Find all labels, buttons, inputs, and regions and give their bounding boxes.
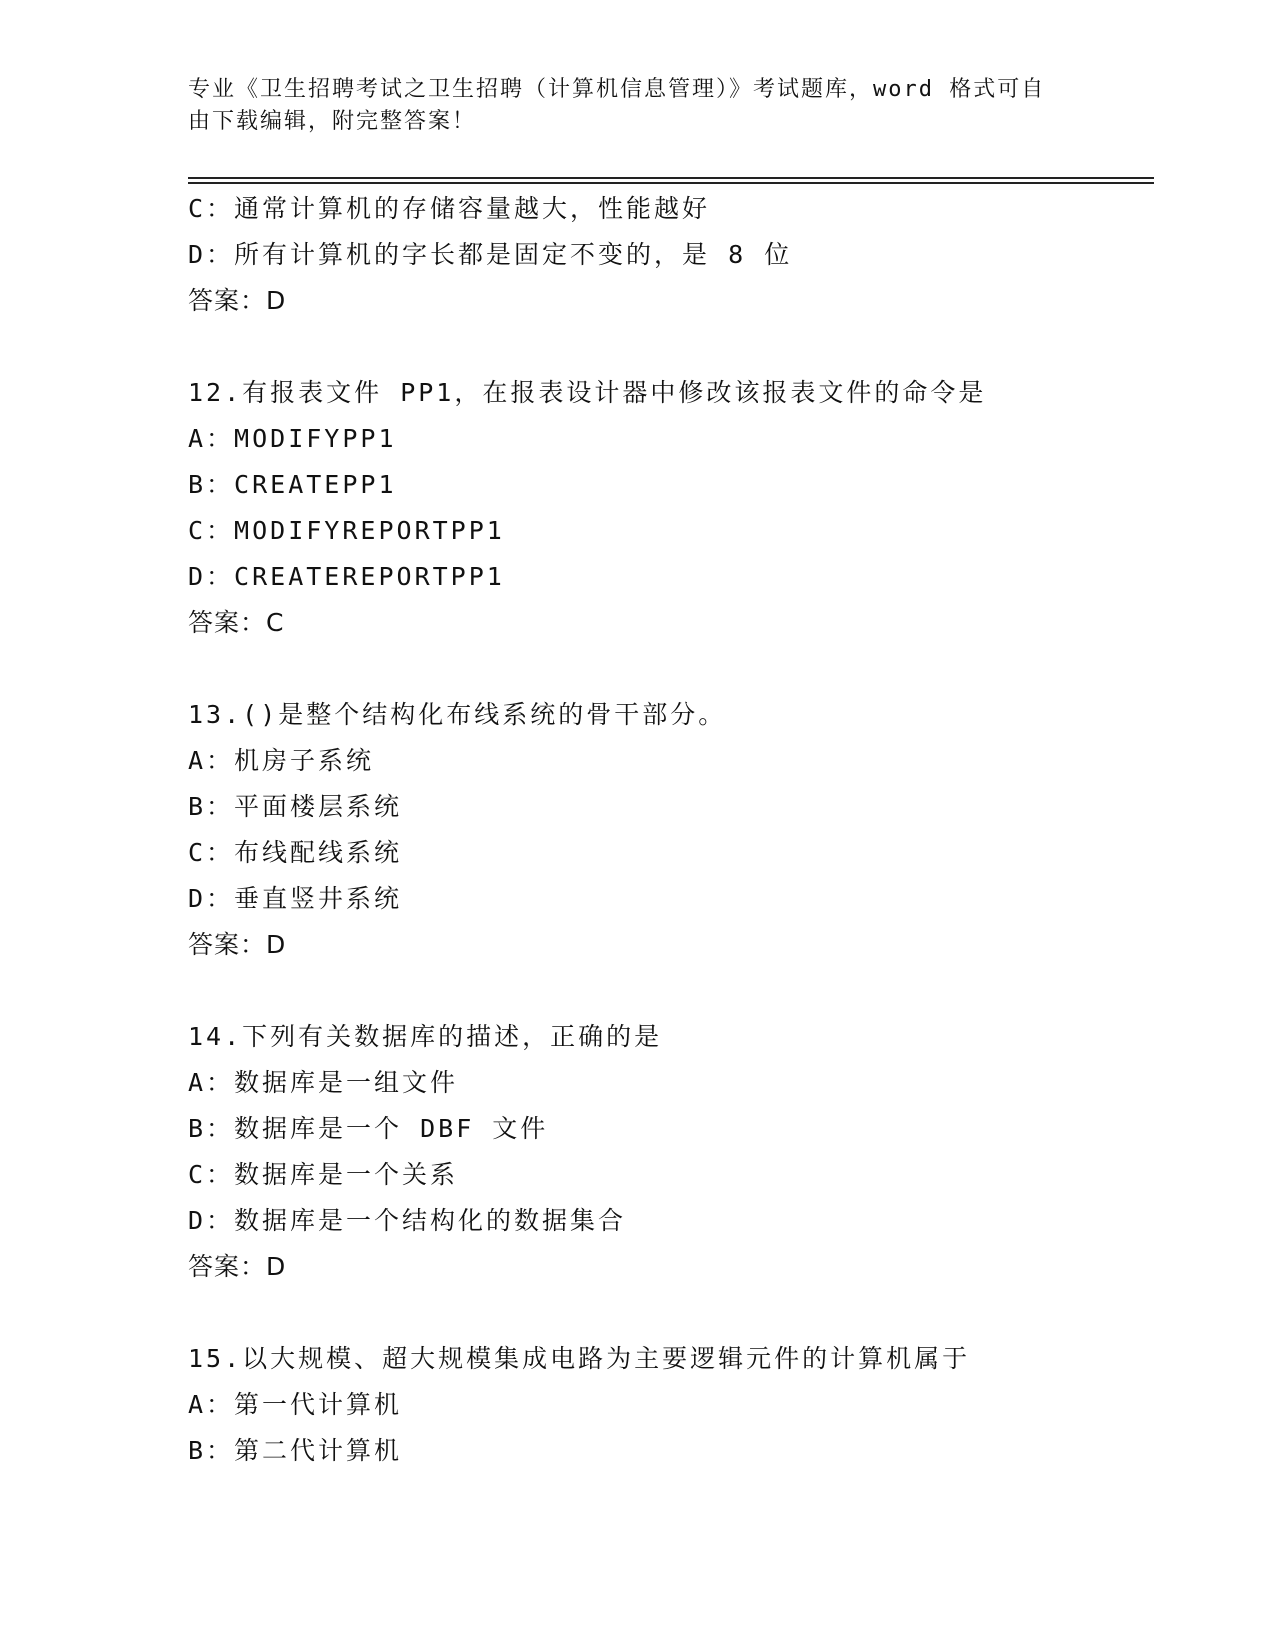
option-b: B：数据库是一个 DBF 文件 bbox=[188, 1114, 549, 1143]
answer: 答案：D bbox=[188, 1252, 287, 1281]
continued-question bbox=[188, 186, 1148, 324]
answer: 答案：D bbox=[188, 286, 287, 315]
option-d: D：CREATEREPORTPP1 bbox=[188, 562, 505, 591]
option-a: A：机房子系统 bbox=[188, 746, 375, 775]
option-a: A：第一代计算机 bbox=[188, 1390, 403, 1419]
question-stem: 12.有报表文件 PP1，在报表设计器中修改该报表文件的命令是 bbox=[188, 378, 987, 407]
option-d: D：数据库是一个结构化的数据集合 bbox=[188, 1206, 627, 1235]
option-c: C：数据库是一个关系 bbox=[188, 1160, 459, 1189]
question-15 bbox=[188, 1336, 1148, 1474]
header-divider-bottom bbox=[188, 182, 1154, 184]
answer: 答案：C bbox=[188, 608, 285, 637]
option-c: C：布线配线系统 bbox=[188, 838, 403, 867]
option-c: C：通常计算机的存储容量越大，性能越好 bbox=[188, 194, 711, 223]
answer: 答案：D bbox=[188, 930, 287, 959]
question-12 bbox=[188, 370, 1148, 646]
option-a: A：数据库是一组文件 bbox=[188, 1068, 459, 1097]
option-a: A：MODIFYPP1 bbox=[188, 424, 397, 453]
header-divider-top bbox=[188, 177, 1154, 179]
option-b: B：第二代计算机 bbox=[188, 1436, 403, 1465]
question-stem: 13.()是整个结构化布线系统的骨干部分。 bbox=[188, 700, 727, 729]
option-d: D：垂直竖井系统 bbox=[188, 884, 403, 913]
option-d: D：所有计算机的字长都是固定不变的，是 8 位 bbox=[188, 240, 793, 269]
option-b: B：平面楼层系统 bbox=[188, 792, 403, 821]
option-b: B：CREATEPP1 bbox=[188, 470, 397, 499]
question-stem: 15.以大规模、超大规模集成电路为主要逻辑元件的计算机属于 bbox=[188, 1344, 971, 1373]
question-13 bbox=[188, 692, 1148, 968]
option-c: C：MODIFYREPORTPP1 bbox=[188, 516, 505, 545]
document-header: 专业《卫生招聘考试之卫生招聘（计算机信息管理）》考试题库，word 格式可自由下载编辑，附完整答案！ bbox=[188, 77, 1046, 134]
question-content bbox=[188, 186, 1148, 1474]
question-stem: 14.下列有关数据库的描述，正确的是 bbox=[188, 1022, 663, 1051]
question-14 bbox=[188, 1014, 1148, 1290]
